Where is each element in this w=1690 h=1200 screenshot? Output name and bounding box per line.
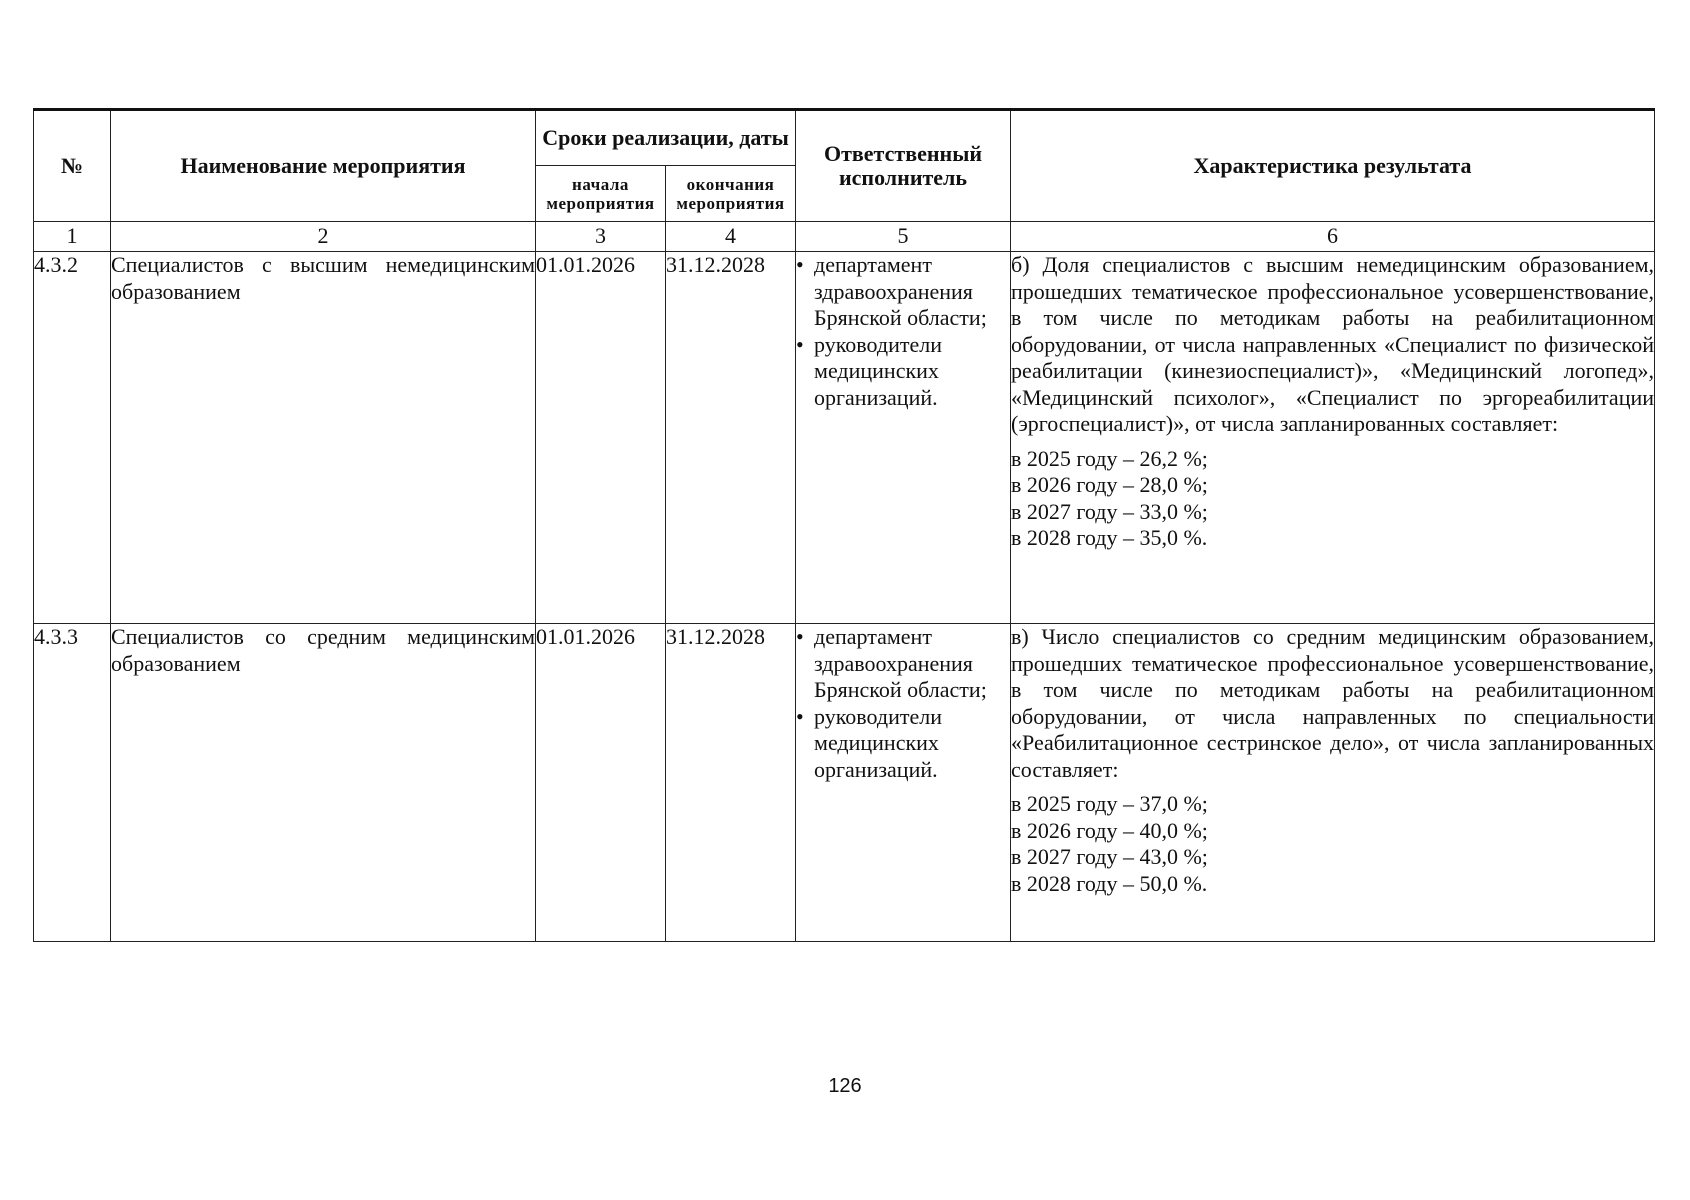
start-date: 01.01.2026 — [536, 624, 666, 942]
column-number: 4 — [666, 222, 796, 252]
result-value: в 2026 году – 28,0 %; — [1011, 472, 1208, 497]
responsible-cell — [796, 252, 1011, 624]
bullet-icon: • — [796, 703, 804, 729]
measure-name: Специалистов со средним медицинским образованием — [111, 624, 536, 942]
result-value: в 2027 году – 43,0 %; — [1011, 844, 1208, 869]
result-values — [1011, 446, 1654, 552]
column-number: 1 — [34, 222, 111, 252]
result-text: б) Доля специалистов с высшим немедицинским образованием, прошедших тематическое профессиональное усовершенствование, в том числе по методикам работы на реабилитационном оборудовании, от числа направленных «Специалист по физической реабилитации (кинезиоспециалист)», «Медицинский логопед», «Медицинский психолог», «Специалист по эргореабилитации (эргоспециалист)», от числа запланированных составляет: — [1011, 252, 1655, 436]
bullet-icon: • — [796, 624, 804, 649]
result-values — [1011, 791, 1654, 897]
table-row — [34, 252, 1655, 624]
result-value: в 2028 году – 35,0 %. — [1011, 525, 1208, 550]
responsible-item: • руководители медицинских организаций. — [796, 331, 942, 410]
column-number-row — [34, 222, 1655, 252]
header-num: № — [34, 110, 111, 222]
result-cell — [1011, 252, 1655, 624]
column-number: 2 — [111, 222, 536, 252]
result-value: в 2027 году – 33,0 %; — [1011, 498, 1208, 524]
responsible-item: • департамент здравоохранения Брянской области; — [796, 624, 987, 702]
header-end: окончания мероприятия — [666, 166, 796, 222]
row-number: 4.3.3 — [34, 624, 111, 942]
responsible-cell — [796, 624, 1011, 942]
responsible-item: • руководители медицинских организаций. — [796, 703, 942, 782]
end-date: 31.12.2028 — [666, 252, 796, 624]
header-start: начала мероприятия — [536, 166, 666, 222]
column-number: 6 — [1011, 222, 1655, 252]
page-number: 126 — [828, 1075, 862, 1097]
result-text: в) Число специалистов со средним медицинским образованием, прошедших тематическое профессиональное усовершенствование, в том числе по методикам работы на реабилитационном оборудовании, от числа направленных по специальности «Реабилитационное сестринское дело», от числа запланированных составляет: — [1011, 624, 1655, 782]
table-row — [34, 624, 1655, 942]
measure-name: Специалистов с высшим немедицинским образованием — [111, 252, 536, 624]
header-name: Наименование мероприятия — [111, 110, 536, 222]
result-value: в 2025 году – 37,0 %; — [1011, 791, 1208, 816]
result-value: в 2025 году – 26,2 %; — [1011, 445, 1208, 471]
header-result: Характеристика результата — [1011, 110, 1655, 222]
bullet-icon: • — [796, 252, 804, 277]
responsible-item: • департамент здравоохранения Брянской области; — [796, 252, 987, 330]
bullet-icon: • — [796, 331, 804, 357]
result-value: в 2026 году – 40,0 %; — [1011, 817, 1208, 843]
start-date: 01.01.2026 — [536, 252, 666, 624]
column-number: 3 — [536, 222, 666, 252]
header-responsible: Ответственный исполнитель — [796, 110, 1011, 222]
measures-table — [33, 108, 1655, 942]
header-timing: Сроки реализации, даты — [536, 110, 796, 166]
end-date: 31.12.2028 — [666, 624, 796, 942]
column-number: 5 — [796, 222, 1011, 252]
result-value: в 2028 году – 50,0 %. — [1011, 870, 1208, 896]
row-number: 4.3.2 — [34, 252, 111, 624]
result-cell — [1011, 624, 1655, 942]
